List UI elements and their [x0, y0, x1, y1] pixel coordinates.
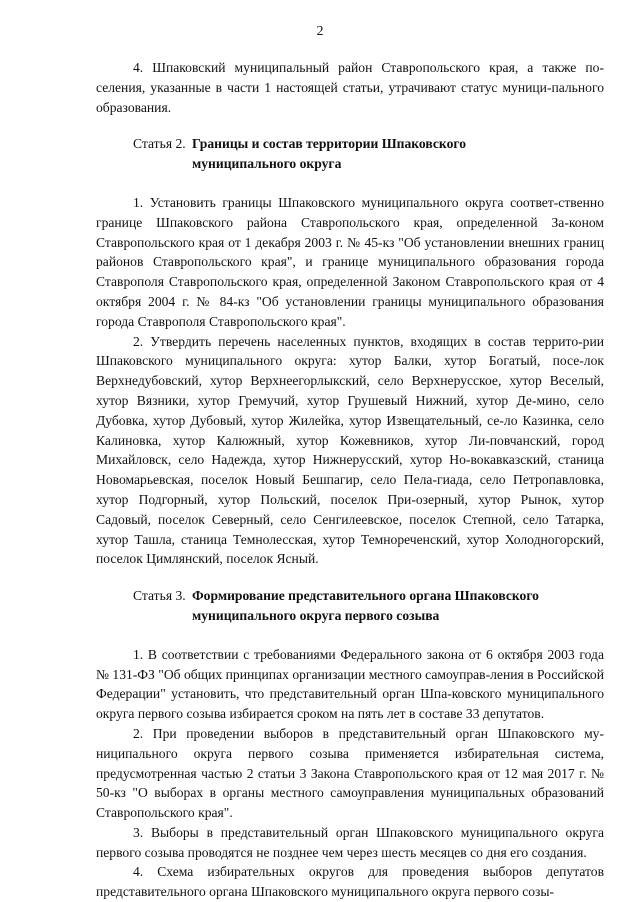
document-body [96, 58, 604, 902]
article-2-title: Границы и состав территории Шпаковского муниципального округа [192, 136, 467, 172]
article-3-label: Статья 3. [133, 588, 186, 604]
article-3-title: Формирование представительного органа Шпаковского муниципального округа первого созыва [192, 588, 539, 623]
page-number: 2 [316, 24, 324, 39]
article-2-label: Статья 2. [133, 136, 186, 152]
article-3-paragraph-1: 1. В соответствии с требованиями Федерального закона от 6 октября 2003 года № 131-ФЗ "Об общих принципах организации местного самоуправ-ления в Российской Федерации" установить, что представительный орган Шпа-ковского муниципального округа первого созыва избирается сроком на пять лет в составе 33 депутатов. [96, 646, 604, 722]
article-2-paragraph-2: 2. Утвердить перечень населенных пунктов, входящих в состав террито-рии Шпаковского муниципального округа: хутор Балки, хутор Богатый, посе-лок Верхнедубовский, хутор Верхнеегорлыкский, село Верхнерусское, хутор Веселый, хутор Вязники, хутор Гремучий, хутор Грушевый Нижний, хутор Де-мино, село Дубовка, хутор Дубовый, хутор Жилейка, хутор Извещательный, се-ло Казинка, село Калиновка, хутор Калюжный, хутор Кожевников, хутор Ли-повчанский, город Михайловск, село Надежда, хутор Нижнерусский, хутор Но-вокавказский, станица Новомарьевская, поселок Новый Бешпагир, село Пела-гиада, село Петропавловка, хутор Подгорный, хутор Польский, поселок При-озерный, хутор Рынок, хутор Садовый, поселок Северный, село Сенгилеевское, поселок Степной, село Татарка, хутор Ташла, станица Темнолесская, хутор Темнореченский, хутор Холодногорский, поселок Цимлянский, поселок Ясный. [96, 333, 604, 567]
article-3-paragraph-3: 3. Выборы в представительный орган Шпаковского муниципального округа первого созыва проводятся не позднее чем через шесть месяцев со дня его создания. [96, 824, 604, 860]
article-2-paragraph-1: 1. Установить границы Шпаковского муниципального округа соответ-ственно границе Шпаковского района Ставропольского края, определенной За-коном Ставропольского края от 1 декабря 2003 г. № 45-кз "Об установлении внешних границ районов Ставропольского края", и границе муниципального образования города Ставрополя Ставропольского края, определенной Законом Ставропольского края от 4 октября 2004 г. № 84-кз "Об установлении границы муниципального образования города Ставрополя Ставропольского края". [96, 194, 604, 329]
article-3-paragraph-2: 2. При проведении выборов в представительный орган Шпаковского му-ниципального округа первого созыва применяется избирательная система, предусмотренная частью 2 статьи 3 Закона Ставропольского края от 12 мая 2017 г. № 50-кз "О выборах в органы местного самоуправления муниципальных образований Ставропольского края". [96, 725, 604, 821]
intro-paragraph: 4. Шпаковский муниципальный район Ставропольского края, а также по-селения, указанные в части 1 настоящей статьи, утрачивают статус муници-пального образования. [96, 60, 604, 115]
article-3-paragraph-4: 4. Схема избирательных округов для проведения выборов депутатов представительного органа Шпаковского муниципального округа первого созы- [96, 864, 604, 900]
article-2-heading [96, 134, 604, 174]
article-3-heading [96, 586, 604, 626]
